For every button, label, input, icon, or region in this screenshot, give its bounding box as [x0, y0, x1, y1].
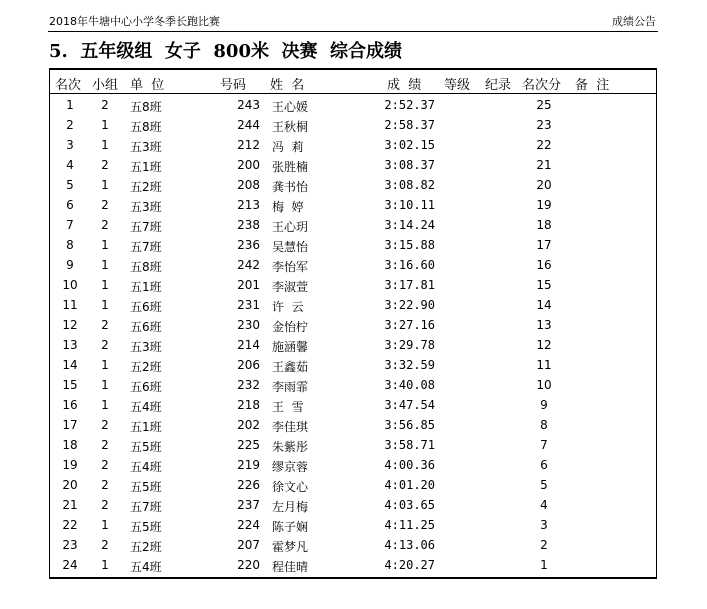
- cell-points: 13: [536, 318, 552, 332]
- cell-group: 2: [101, 158, 109, 172]
- cell-group: 2: [101, 478, 109, 492]
- cell-rank: 20: [62, 478, 78, 492]
- cell-number: 220: [237, 558, 260, 572]
- cell-rank: 16: [62, 398, 78, 412]
- table-row: [0, 256, 707, 276]
- cell-unit: 五3班: [130, 340, 162, 354]
- title-divider: [49, 68, 657, 70]
- cell-name: 王心媛: [272, 100, 309, 114]
- table-row: [0, 556, 707, 576]
- cell-result: 2:52.37: [384, 98, 435, 112]
- cell-number: 206: [237, 358, 260, 372]
- table-row: [0, 196, 707, 216]
- cell-number: 232: [237, 378, 260, 392]
- cell-unit: 五8班: [130, 100, 162, 114]
- column-header-name: 姓 名: [270, 78, 305, 93]
- cell-group: 1: [101, 278, 109, 292]
- table-row: [0, 536, 707, 556]
- cell-rank: 19: [62, 458, 78, 472]
- table-row: [0, 276, 707, 296]
- cell-rank: 14: [62, 358, 78, 372]
- cell-rank: 9: [66, 258, 74, 272]
- cell-points: 18: [536, 218, 552, 232]
- table-row: [0, 296, 707, 316]
- table-row: [0, 316, 707, 336]
- column-header-note: 备 注: [575, 78, 610, 93]
- cell-unit: 五1班: [130, 160, 162, 174]
- cell-number: 224: [237, 518, 260, 532]
- cell-group: 1: [101, 178, 109, 192]
- cell-group: 2: [101, 538, 109, 552]
- cell-result: 3:56.85: [384, 418, 435, 432]
- cell-points: 8: [540, 418, 548, 432]
- cell-group: 1: [101, 558, 109, 572]
- cell-rank: 15: [62, 378, 78, 392]
- cell-group: 1: [101, 378, 109, 392]
- cell-rank: 13: [62, 338, 78, 352]
- cell-result: 3:08.37: [384, 158, 435, 172]
- column-header-record: 纪录: [485, 78, 512, 93]
- cell-number: 231: [237, 298, 260, 312]
- table-row: [0, 356, 707, 376]
- cell-name: 程佳晴: [272, 560, 309, 574]
- cell-number: 214: [237, 338, 260, 352]
- cell-points: 19: [536, 198, 552, 212]
- cell-group: 1: [101, 518, 109, 532]
- cell-points: 23: [536, 118, 552, 132]
- cell-rank: 5: [66, 178, 74, 192]
- cell-unit: 五7班: [130, 220, 162, 234]
- cell-rank: 4: [66, 158, 74, 172]
- cell-result: 3:58.71: [384, 438, 435, 452]
- cell-group: 1: [101, 118, 109, 132]
- cell-unit: 五6班: [130, 320, 162, 334]
- cell-unit: 五2班: [130, 360, 162, 374]
- cell-result: 4:00.36: [384, 458, 435, 472]
- cell-points: 3: [540, 518, 548, 532]
- cell-unit: 五6班: [130, 380, 162, 394]
- bulletin-label: 成绩公告: [612, 15, 656, 28]
- cell-name: 冯 莉: [272, 140, 304, 154]
- cell-result: 4:20.27: [384, 558, 435, 572]
- cell-result: 3:14.24: [384, 218, 435, 232]
- cell-result: 2:58.37: [384, 118, 435, 132]
- column-header-divider: [49, 93, 657, 94]
- cell-unit: 五1班: [130, 420, 162, 434]
- cell-group: 2: [101, 318, 109, 332]
- cell-result: 3:40.08: [384, 378, 435, 392]
- cell-name: 施涵馨: [272, 340, 309, 354]
- cell-unit: 五5班: [130, 480, 162, 494]
- cell-group: 2: [101, 498, 109, 512]
- cell-name: 张胜楠: [272, 160, 309, 174]
- cell-number: 213: [237, 198, 260, 212]
- cell-rank: 22: [62, 518, 78, 532]
- cell-points: 1: [540, 558, 548, 572]
- table-row: [0, 436, 707, 456]
- cell-name: 朱紫彤: [272, 440, 309, 454]
- cell-rank: 1: [66, 98, 74, 112]
- cell-points: 10: [536, 378, 552, 392]
- cell-rank: 21: [62, 498, 78, 512]
- cell-name: 左月梅: [272, 500, 309, 514]
- cell-name: 李佳琪: [272, 420, 309, 434]
- cell-result: 3:17.81: [384, 278, 435, 292]
- table-row: [0, 416, 707, 436]
- cell-rank: 23: [62, 538, 78, 552]
- cell-result: 4:03.65: [384, 498, 435, 512]
- header-divider: [48, 31, 658, 32]
- cell-rank: 6: [66, 198, 74, 212]
- table-row: [0, 216, 707, 236]
- cell-points: 15: [536, 278, 552, 292]
- cell-name: 梅 婷: [272, 200, 304, 214]
- cell-result: 4:11.25: [384, 518, 435, 532]
- cell-number: 219: [237, 458, 260, 472]
- cell-result: 3:29.78: [384, 338, 435, 352]
- cell-result: 3:02.15: [384, 138, 435, 152]
- cell-points: 5: [540, 478, 548, 492]
- cell-number: 226: [237, 478, 260, 492]
- cell-number: 207: [237, 538, 260, 552]
- cell-unit: 五2班: [130, 540, 162, 554]
- meet-title: 2018年牛塘中心小学冬季长跑比赛: [49, 15, 220, 28]
- cell-points: 21: [536, 158, 552, 172]
- column-header-number: 号码: [220, 78, 247, 93]
- cell-points: 16: [536, 258, 552, 272]
- cell-number: 201: [237, 278, 260, 292]
- event-title: 5. 五年级组 女子 800米 决赛 综合成绩: [49, 41, 403, 62]
- cell-name: 许 云: [272, 300, 304, 314]
- cell-group: 2: [101, 198, 109, 212]
- table-row: [0, 156, 707, 176]
- cell-result: 3:27.16: [384, 318, 435, 332]
- cell-points: 4: [540, 498, 548, 512]
- cell-unit: 五3班: [130, 200, 162, 214]
- cell-unit: 五5班: [130, 440, 162, 454]
- cell-unit: 五7班: [130, 240, 162, 254]
- cell-points: 9: [540, 398, 548, 412]
- table-row: [0, 456, 707, 476]
- cell-number: 238: [237, 218, 260, 232]
- cell-name: 李怡军: [272, 260, 309, 274]
- cell-result: 4:13.06: [384, 538, 435, 552]
- cell-result: 4:01.20: [384, 478, 435, 492]
- cell-number: 244: [237, 118, 260, 132]
- cell-group: 1: [101, 258, 109, 272]
- cell-name: 陈子娴: [272, 520, 309, 534]
- cell-number: 218: [237, 398, 260, 412]
- table-row: [0, 376, 707, 396]
- cell-result: 3:08.82: [384, 178, 435, 192]
- cell-number: 243: [237, 98, 260, 112]
- cell-rank: 10: [62, 278, 78, 292]
- cell-unit: 五4班: [130, 460, 162, 474]
- cell-unit: 五1班: [130, 280, 162, 294]
- cell-result: 3:22.90: [384, 298, 435, 312]
- cell-name: 金怡柠: [272, 320, 309, 334]
- cell-number: 200: [237, 158, 260, 172]
- cell-number: 208: [237, 178, 260, 192]
- cell-name: 徐文心: [272, 480, 309, 494]
- cell-result: 3:32.59: [384, 358, 435, 372]
- table-row: [0, 396, 707, 416]
- column-header-group: 小组: [92, 78, 119, 93]
- cell-number: 236: [237, 238, 260, 252]
- cell-points: 14: [536, 298, 552, 312]
- cell-unit: 五7班: [130, 500, 162, 514]
- cell-unit: 五8班: [130, 120, 162, 134]
- cell-name: 缪京蓉: [272, 460, 309, 474]
- cell-points: 17: [536, 238, 552, 252]
- cell-rank: 2: [66, 118, 74, 132]
- cell-rank: 24: [62, 558, 78, 572]
- cell-group: 1: [101, 358, 109, 372]
- cell-name: 王鑫茹: [272, 360, 309, 374]
- cell-points: 6: [540, 458, 548, 472]
- cell-name: 李雨霏: [272, 380, 309, 394]
- column-header-result: 成 绩: [387, 78, 422, 93]
- table-row: [0, 236, 707, 256]
- cell-result: 3:47.54: [384, 398, 435, 412]
- cell-number: 242: [237, 258, 260, 272]
- cell-group: 1: [101, 238, 109, 252]
- cell-points: 25: [536, 98, 552, 112]
- table-row: [0, 476, 707, 496]
- cell-group: 2: [101, 418, 109, 432]
- table-row: [0, 516, 707, 536]
- cell-rank: 3: [66, 138, 74, 152]
- results-table: [0, 96, 707, 576]
- column-header-unit: 单 位: [130, 78, 165, 93]
- cell-rank: 11: [62, 298, 78, 312]
- cell-name: 王心玥: [272, 220, 309, 234]
- table-row: [0, 116, 707, 136]
- table-row: [0, 176, 707, 196]
- cell-name: 李淑萱: [272, 280, 309, 294]
- cell-rank: 8: [66, 238, 74, 252]
- column-header-rank: 名次: [55, 78, 82, 93]
- column-header-points: 名次分: [522, 78, 562, 93]
- cell-number: 202: [237, 418, 260, 432]
- cell-points: 2: [540, 538, 548, 552]
- cell-name: 龚书怡: [272, 180, 309, 194]
- cell-unit: 五3班: [130, 140, 162, 154]
- column-header-row: [0, 74, 707, 92]
- cell-group: 2: [101, 98, 109, 112]
- cell-rank: 7: [66, 218, 74, 232]
- cell-number: 212: [237, 138, 260, 152]
- cell-points: 11: [536, 358, 552, 372]
- cell-unit: 五4班: [130, 560, 162, 574]
- cell-number: 225: [237, 438, 260, 452]
- cell-points: 20: [536, 178, 552, 192]
- cell-unit: 五6班: [130, 300, 162, 314]
- table-row: [0, 136, 707, 156]
- cell-number: 237: [237, 498, 260, 512]
- cell-group: 1: [101, 298, 109, 312]
- cell-group: 1: [101, 138, 109, 152]
- table-row: [0, 496, 707, 516]
- cell-unit: 五5班: [130, 520, 162, 534]
- cell-rank: 17: [62, 418, 78, 432]
- cell-name: 吴慧怡: [272, 240, 309, 254]
- cell-unit: 五4班: [130, 400, 162, 414]
- cell-rank: 18: [62, 438, 78, 452]
- cell-points: 7: [540, 438, 548, 452]
- cell-group: 2: [101, 458, 109, 472]
- cell-points: 22: [536, 138, 552, 152]
- cell-unit: 五8班: [130, 260, 162, 274]
- cell-result: 3:15.88: [384, 238, 435, 252]
- cell-result: 3:10.11: [384, 198, 435, 212]
- cell-name: 王秋桐: [272, 120, 309, 134]
- cell-name: 王 雪: [272, 400, 304, 414]
- table-row: [0, 96, 707, 116]
- table-bottom-border: [49, 577, 657, 579]
- cell-group: 2: [101, 338, 109, 352]
- cell-group: 1: [101, 398, 109, 412]
- cell-unit: 五2班: [130, 180, 162, 194]
- table-row: [0, 336, 707, 356]
- cell-number: 230: [237, 318, 260, 332]
- cell-name: 霍梦凡: [272, 540, 309, 554]
- cell-result: 3:16.60: [384, 258, 435, 272]
- cell-group: 2: [101, 218, 109, 232]
- column-header-level: 等级: [444, 78, 471, 93]
- cell-rank: 12: [62, 318, 78, 332]
- cell-group: 2: [101, 438, 109, 452]
- cell-points: 12: [536, 338, 552, 352]
